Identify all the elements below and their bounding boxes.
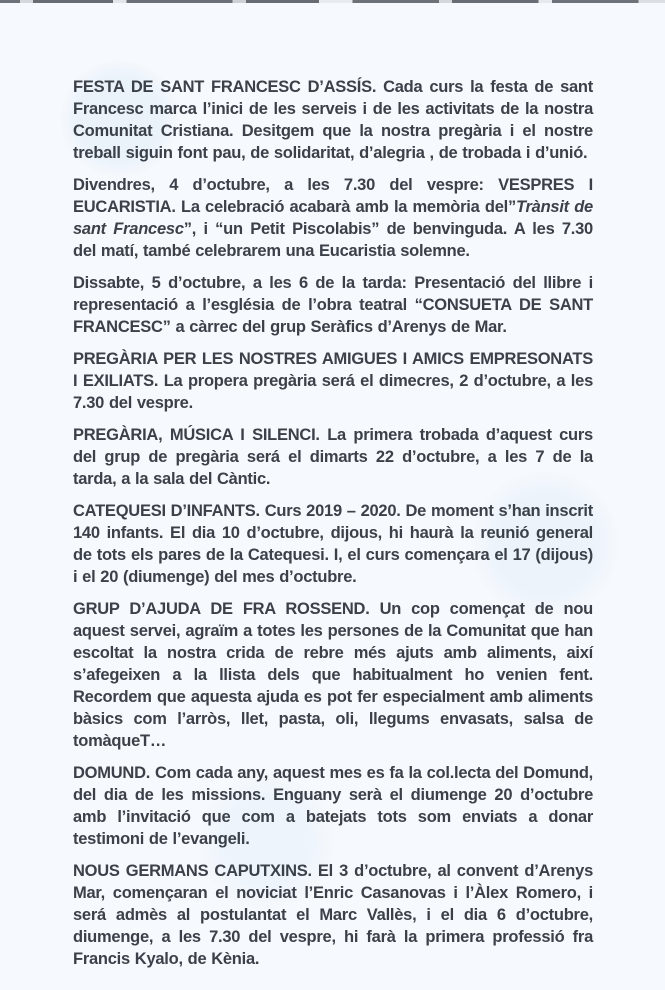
paragraph-dissabte-5-octubre: Dissabte, 5 d’octubre, a les 6 de la tarda: Presentació del llibre i representació a l’església de l’obra teatral “CONSUETA DE SANT FRANCESC” a càrrec del grup Seràfics d’Arenys de Mar. — [73, 274, 593, 336]
paragraph-text-before-italic: Divendres, 4 d’octubre, a les 7.30 del vespre: VESPRES I EUCARISTIA. La celebració acabarà amb la memòria del” — [73, 176, 593, 216]
scan-top-edge-artifact — [0, 0, 665, 3]
document-content — [73, 76, 593, 980]
paragraph-pregaria-empresonats-exiliats: PREGÀRIA PER LES NOSTRES AMIGUES I AMICS EMPRESONATS I EXILIATS. La propera pregària será el dimecres, 2 d’octubre, a les 7.30 del vespre. — [73, 350, 593, 412]
paragraph-pregaria-musica-silenci: PREGÀRIA, MÚSICA I SILENCI. La primera trobada d’aquest curs del grup de pregària será el dimarts 22 d’octubre, a les 7 de la tarda, a la sala del Càntic. — [73, 426, 593, 488]
paragraph-nous-germans-caputxins: NOUS GERMANS CAPUTXINS. El 3 d’octubre, al convent d’Arenys Mar, començaran el noviciat l’Enric Casanovas i l’Àlex Romero, i será admès al postulantat el Marc Vallès, i el dia 6 d’octubre, diumenge, a les 7.30 del vespre, hi farà la primera professió fra Francis Kyalo, de Kènia. — [73, 862, 593, 968]
paragraph-grup-ajuda-fra-rossend: GRUP D’AJUDA DE FRA ROSSEND. Un cop començat de nou aquest servei, agraïm a totes les persones de la Comunitat que han escoltat la nostra crida de rebre més ajuts amb aliments, així s’afegeixen a la llista dels que habitualment ho venien fent. Recordem que aquesta ajuda es pot fer especialment amb aliments bàsics com l’arròs, llet, pasta, oli, llegums envasats, salsa de tomàqueT… — [73, 600, 593, 750]
italic-title-transit-de-sant-francesc: Trànsit de sant Francesc — [73, 198, 593, 238]
paragraph-catequesi-infants: CATEQUESI D’INFANTS. Curs 2019 – 2020. De moment s’han inscrit 140 infants. El dia 10 d’octubre, dijous, hi haurà la reunió general de tots els pares de la Catequesi. I, el curs començara el 17 (dijous) i el 20 (diumenge) del mes d’octubre. — [73, 502, 593, 586]
paragraph-divendres-4-octubre — [73, 174, 593, 262]
paragraph-text-after-italic: ”, i “un Petit Piscolabis” de benvinguda. A les 7.30 del matí, també celebrarem una Eucaristia solemne. — [73, 220, 593, 260]
paragraph-festa-sant-francesc: FESTA DE SANT FRANCESC D’ASSÍS. Cada curs la festa de sant Francesc marca l’inici de les serveis i de les activitats de la nostra Comunitat Cristiana. Desitgem que la nostra pregària i el nostre treball siguin font pau, de solidaritat, d’alegria , de trobada i d’unió. — [73, 78, 593, 162]
paragraph-domund: DOMUND. Com cada any, aquest mes es fa la col.lecta del Domund, del dia de les missions. Enguany serà el diumenge 20 d’octubre amb l’invitació que com a batejats tots som enviats a donar testimoni de l’evangeli. — [73, 764, 593, 848]
